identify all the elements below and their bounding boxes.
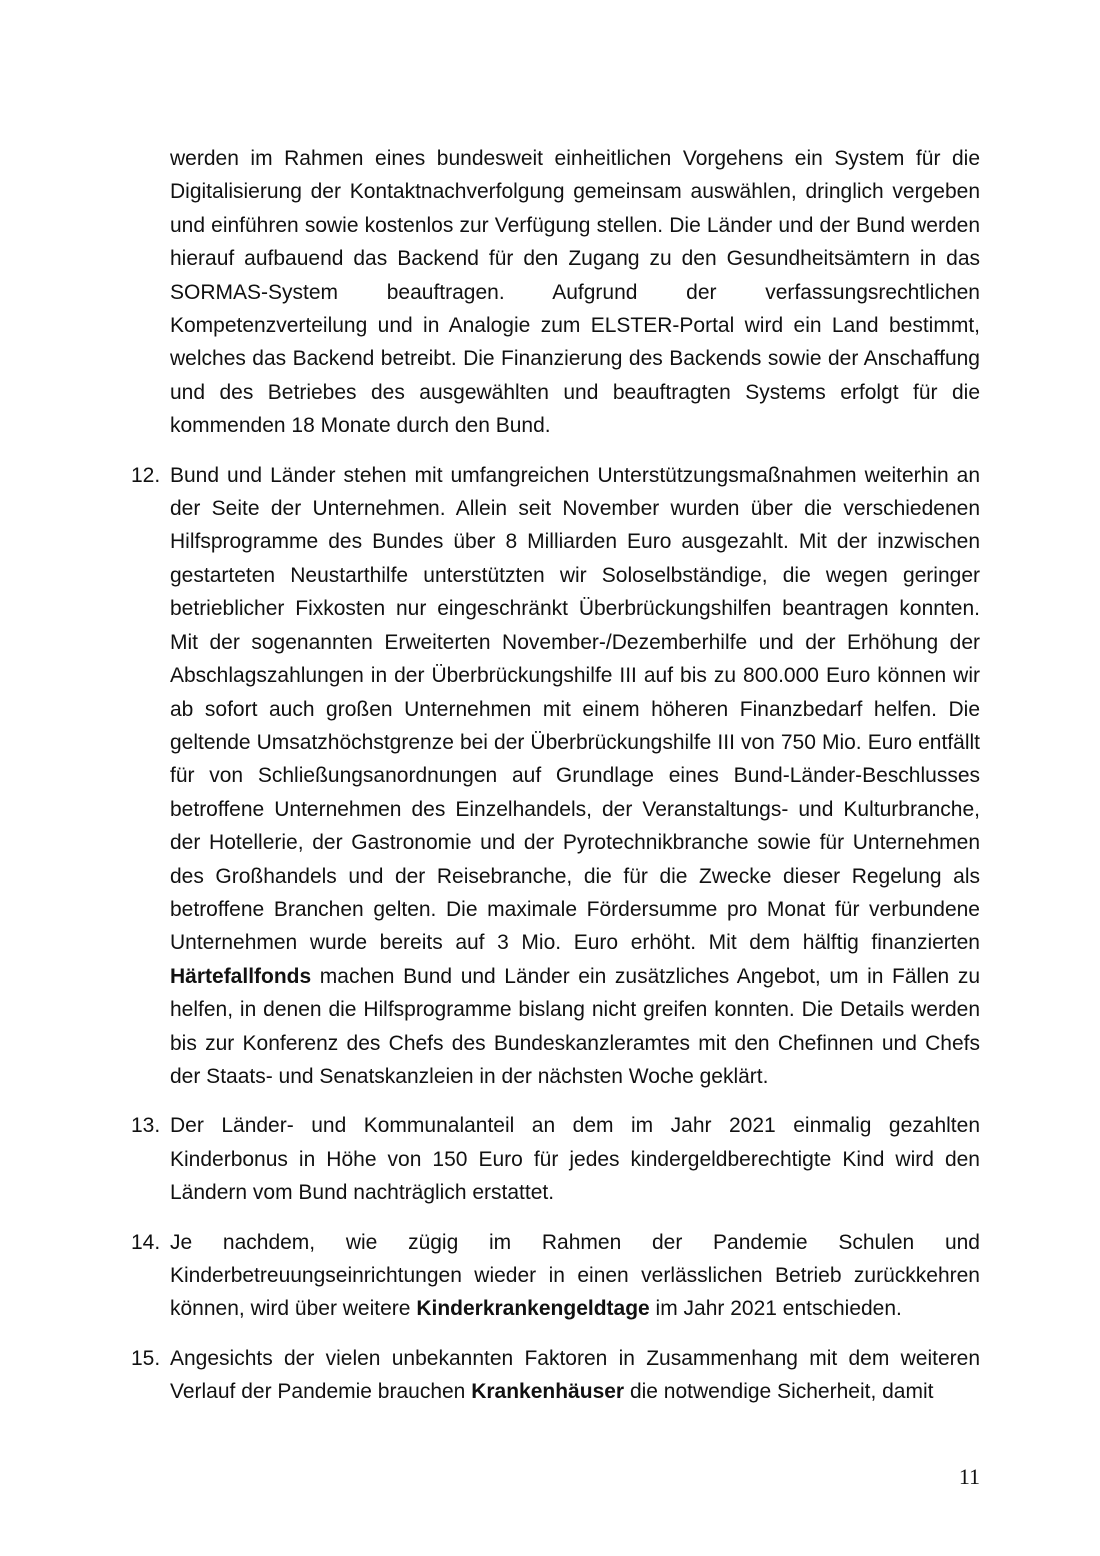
item-text: Angesichts der vielen unbekannten Faktoren in Zusammenhang mit dem weiteren Verlauf der Pandemie brauchen Krankenhäuser die notwendige Sicherheit, damit xyxy=(170,1346,980,1404)
list-item-12 xyxy=(131,459,980,1094)
item-number: 12. xyxy=(131,463,161,487)
item-text: Der Länder- und Kommunalanteil an dem im Jahr 2021 einmalig gezahlten Kinderbonus in Höhe von 150 Euro für jedes kindergeldberechtigte Kind wird den Ländern vom Bund nachträglich erstattet. xyxy=(170,1114,980,1205)
list-item-14 xyxy=(131,1226,980,1326)
page-number: 11 xyxy=(958,1464,980,1489)
bold-term-krankenhaeuser: Krankenhäuser xyxy=(471,1380,625,1404)
bold-term-haertefallfonds: Härtefallfonds xyxy=(170,964,312,988)
item-number: 15. xyxy=(131,1346,161,1370)
list-item-13 xyxy=(131,1109,980,1209)
item-text: Je nachdem, wie zügig im Rahmen der Pandemie Schulen und Kinderbetreuungseinrichtungen wieder in einen verlässlichen Betrieb zurückkehren können, wird über weitere Kinderkrankengeldtage im Jahr 2021 entschieden. xyxy=(170,1230,980,1321)
item-number: 13. xyxy=(131,1114,161,1138)
continuation-paragraph: werden im Rahmen eines bundesweit einheitlichen Vorgehens ein System für die Digitalisierung der Kontaktnachverfolgung gemeinsam auswählen, dringlich vergeben und einführen sowie kostenlos zur Verfügung stellen. Die Länder und der Bund werden hierauf aufbauend das Backend für den Zugang zu den Gesundheitsämtern in das SORMAS-System beauftragen. Aufgrund der verfassungsrechtlichen Kompetenzverteilung und in Analogie zum ELSTER-Portal wird ein Land bestimmt, welches das Backend betreibt. Die Finanzierung des Backends sowie der Anschaffung und des Betriebes des ausgewählten und beauftragten Systems erfolgt für die kommenden 18 Monate durch den Bund. xyxy=(170,147,980,438)
bold-term-kinderkrankengeldtage: Kinderkrankengeldtage xyxy=(416,1297,650,1321)
body-text xyxy=(131,142,980,1425)
item-number: 14. xyxy=(131,1230,161,1254)
item-text: Bund und Länder stehen mit umfangreichen Unterstützungsmaßnahmen weiterhin an der Seite der Unternehmen. Allein seit November wurden über die verschiedenen Hilfsprogramme des Bundes über 8 Milliarden Euro ausgezahlt. Mit der inzwischen gestarteten Neustarthilfe unterstützten wir Soloselbständige, die wegen geringer betrieblicher Fixkosten nur eingeschränkt Überbrückungshilfen beantragen konnten. Mit der sogenannten Erweiterten November-/Dezemberhilfe und der Erhöhung der Abschlagszahlungen in der Überbrückungshilfe III auf bis zu 800.000 Euro können wir ab sofort auch großen Unternehmen mit einem höheren Finanzbedarf helfen. Die geltende Umsatzhöchstgrenze bei der Überbrückungshilfe III von 750 Mio. Euro entfällt für von Schließungsanordnungen auf Grundlage eines Bund-Länder-Beschlusses betroffene Unternehmen des Einzelhandels, der Veranstaltungs- und Kulturbranche, der Hotellerie, der Gastronomie und der Pyrotechnikbranche sowie für Unternehmen des Großhandels und der Reisebranche, die für die Zwecke dieser Regelung als betroffene Branchen gelten. Die maximale Fördersumme pro Monat für verbundene Unternehmen wurde bereits auf 3 Mio. Euro erhöht. Mit dem hälftig finanzierten Härtefallfonds machen Bund und Länder ein zusätzliches Angebot, um in Fällen zu helfen, in denen die Hilfsprogramme bislang nicht greifen konnten. Die Details werden bis zur Konferenz des Chefs des Bundeskanzleramtes mit den Chefinnen und Chefs der Staats- und Senatskanzleien in der nächsten Woche geklärt. xyxy=(170,463,980,1088)
list-item-15 xyxy=(131,1342,980,1409)
